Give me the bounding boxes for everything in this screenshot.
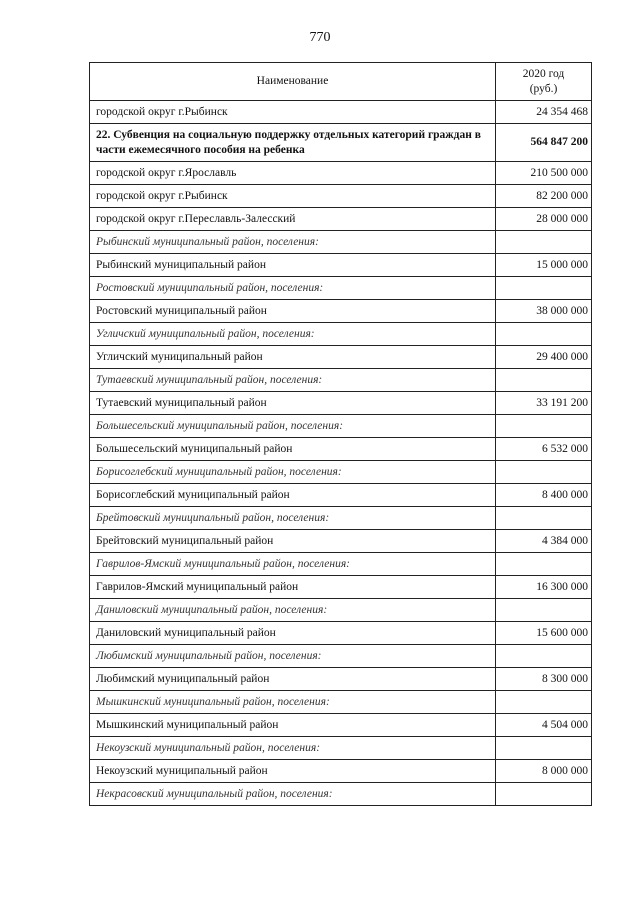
row-name-cell: Любимский муниципальный район, поселения: (90, 645, 496, 668)
row-name-cell: Некрасовский муниципальный район, поселения: (90, 783, 496, 806)
row-name-cell: Угличский муниципальный район, поселения: (90, 323, 496, 346)
district-group-row (90, 231, 592, 254)
row-amount-cell: 564 847 200 (496, 124, 592, 162)
row-name-cell: Любимский муниципальный район (90, 668, 496, 691)
table-row (90, 208, 592, 231)
row-amount-cell (496, 645, 592, 668)
row-amount-cell (496, 737, 592, 760)
row-amount-cell (496, 415, 592, 438)
row-amount-cell: 4 384 000 (496, 530, 592, 553)
row-amount-cell (496, 277, 592, 300)
table-row (90, 438, 592, 461)
table-row (90, 714, 592, 737)
table-row (90, 346, 592, 369)
row-amount-cell: 15 000 000 (496, 254, 592, 277)
row-amount-cell: 29 400 000 (496, 346, 592, 369)
row-name-cell: городской округ г.Рыбинск (90, 101, 496, 124)
row-name-cell: Мышкинский муниципальный район (90, 714, 496, 737)
district-group-row (90, 599, 592, 622)
row-name-cell: Большесельский муниципальный район, поселения: (90, 415, 496, 438)
table-row (90, 300, 592, 323)
table-header-row (90, 63, 592, 101)
table-row (90, 622, 592, 645)
table-body (90, 101, 592, 806)
column-header-name: Наименование (90, 63, 496, 101)
row-amount-cell (496, 461, 592, 484)
district-group-row (90, 323, 592, 346)
row-amount-cell (496, 691, 592, 714)
district-group-row (90, 737, 592, 760)
table-row (90, 101, 592, 124)
column-header-unit: (руб.) (529, 82, 558, 95)
district-group-row (90, 507, 592, 530)
row-amount-cell: 28 000 000 (496, 208, 592, 231)
district-group-row (90, 369, 592, 392)
row-amount-cell (496, 369, 592, 392)
table-row (90, 576, 592, 599)
district-group-row (90, 783, 592, 806)
district-group-row (90, 691, 592, 714)
table-row (90, 530, 592, 553)
row-name-cell: Ростовский муниципальный район (90, 300, 496, 323)
row-amount-cell: 82 200 000 (496, 185, 592, 208)
row-name-cell: Даниловский муниципальный район (90, 622, 496, 645)
row-amount-cell: 4 504 000 (496, 714, 592, 737)
column-header-value (496, 63, 592, 101)
district-group-row (90, 461, 592, 484)
row-name-cell: Некоузский муниципальный район (90, 760, 496, 783)
row-name-cell: Брейтовский муниципальный район, поселения: (90, 507, 496, 530)
row-name-cell: городской округ г.Переславль-Залесский (90, 208, 496, 231)
row-name-cell: Большесельский муниципальный район (90, 438, 496, 461)
subvention-table (89, 62, 592, 806)
row-name-cell: Мышкинский муниципальный район, поселения: (90, 691, 496, 714)
district-group-row (90, 415, 592, 438)
page-number: 770 (309, 30, 331, 45)
row-amount-cell (496, 231, 592, 254)
row-name-cell: Угличский муниципальный район (90, 346, 496, 369)
row-name-cell: Даниловский муниципальный район, поселения: (90, 599, 496, 622)
row-name-cell: городской округ г.Ярославль (90, 162, 496, 185)
table-row (90, 760, 592, 783)
row-name-cell: Борисоглебский муниципальный район, поселения: (90, 461, 496, 484)
row-name-cell: Ростовский муниципальный район, поселения: (90, 277, 496, 300)
row-amount-cell: 6 532 000 (496, 438, 592, 461)
section-heading-row (90, 124, 592, 162)
row-name-cell: Некоузский муниципальный район, поселения: (90, 737, 496, 760)
row-name-cell: Тутаевский муниципальный район (90, 392, 496, 415)
row-amount-cell: 8 300 000 (496, 668, 592, 691)
row-amount-cell: 24 354 468 (496, 101, 592, 124)
row-amount-cell: 8 000 000 (496, 760, 592, 783)
row-name-cell: Гаврилов-Ямский муниципальный район (90, 576, 496, 599)
row-amount-cell: 38 000 000 (496, 300, 592, 323)
row-name-cell: Тутаевский муниципальный район, поселения: (90, 369, 496, 392)
row-amount-cell (496, 323, 592, 346)
row-name-cell: 22. Субвенция на социальную поддержку отдельных категорий граждан в части ежемесячного пособия на ребенка (90, 124, 496, 162)
row-name-cell: городской округ г.Рыбинск (90, 185, 496, 208)
table-row (90, 254, 592, 277)
row-name-cell: Гаврилов-Ямский муниципальный район, поселения: (90, 553, 496, 576)
row-amount-cell (496, 599, 592, 622)
row-amount-cell (496, 553, 592, 576)
row-amount-cell (496, 507, 592, 530)
row-amount-cell: 33 191 200 (496, 392, 592, 415)
row-amount-cell: 210 500 000 (496, 162, 592, 185)
table-row (90, 668, 592, 691)
row-name-cell: Рыбинский муниципальный район, поселения: (90, 231, 496, 254)
table-row (90, 484, 592, 507)
table-row (90, 185, 592, 208)
table-row (90, 392, 592, 415)
column-header-year: 2020 год (522, 67, 565, 80)
row-amount-cell (496, 783, 592, 806)
row-name-cell: Борисоглебский муниципальный район (90, 484, 496, 507)
row-name-cell: Брейтовский муниципальный район (90, 530, 496, 553)
row-name-cell: Рыбинский муниципальный район (90, 254, 496, 277)
district-group-row (90, 645, 592, 668)
row-amount-cell: 15 600 000 (496, 622, 592, 645)
row-amount-cell: 8 400 000 (496, 484, 592, 507)
district-group-row (90, 277, 592, 300)
table-row (90, 162, 592, 185)
district-group-row (90, 553, 592, 576)
row-amount-cell: 16 300 000 (496, 576, 592, 599)
